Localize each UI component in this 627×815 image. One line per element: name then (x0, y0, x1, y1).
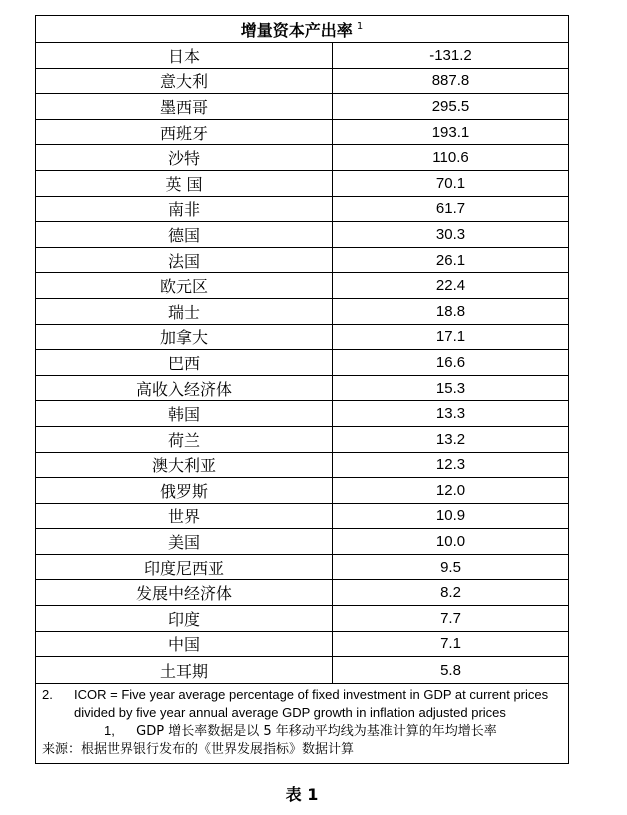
economy-name-cell: 印度尼西亚 (36, 555, 333, 580)
icor-value-cell: 193.1 (431, 123, 470, 141)
icor-value-cell: 22.4 (435, 277, 466, 295)
economy-name-cell: 荷兰 (36, 427, 333, 452)
icor-value-cell: 5.8 (440, 661, 461, 679)
icor-value-cell: 295.5 (431, 97, 470, 115)
table-row (36, 273, 568, 299)
table-row (36, 222, 568, 248)
economy-name-cell: 日本 (36, 43, 333, 68)
table-row (36, 69, 568, 95)
table-title: 增量资本产出率 (240, 20, 353, 40)
table-row (36, 94, 568, 120)
economy-name-cell: 中国 (36, 632, 333, 657)
table-row (36, 401, 568, 427)
icor-value-cell: 887.8 (431, 72, 470, 90)
economy-name-cell: 俄罗斯 (36, 478, 333, 503)
economy-name-cell: 德国 (36, 222, 333, 247)
footnote-1 (42, 722, 562, 741)
icor-value-cell: 110.6 (432, 149, 469, 167)
table-caption: 表 1 (285, 785, 319, 804)
icor-value-cell: 10.9 (435, 507, 466, 525)
economy-name-cell: 意大利 (36, 69, 333, 94)
icor-value-cell: -131.2 (429, 46, 472, 64)
economy-name-cell: 墨西哥 (36, 94, 333, 119)
economy-name-cell: 印度 (36, 606, 333, 631)
icor-value-cell: 26.1 (435, 251, 466, 269)
table-row (36, 325, 568, 351)
icor-value-cell: 16.6 (435, 353, 466, 371)
icor-value-cell: 9.5 (440, 558, 461, 576)
economy-name-cell: 加拿大 (36, 325, 333, 350)
economy-name-cell: 法国 (36, 248, 333, 273)
icor-value-cell: 30.3 (435, 225, 466, 243)
table-row (36, 657, 568, 683)
economy-name-cell: 巴西 (36, 350, 333, 375)
economy-name-cell: 土耳期 (36, 657, 333, 683)
economy-name-cell: 高收入经济体 (36, 376, 333, 401)
footnote-2-number: 2. (42, 686, 53, 702)
economy-name-cell: 世界 (36, 504, 333, 529)
economy-name-cell: 西班牙 (36, 120, 333, 145)
table-row (36, 504, 568, 530)
economy-name-cell: 瑞士 (36, 299, 333, 324)
icor-value-cell: 10.0 (435, 533, 466, 551)
source-note: 来源：根据世界银行发布的《世界发展指标》数据计算 (42, 741, 355, 757)
icor-value-cell: 13.3 (435, 405, 466, 423)
icor-value-cell: 8.2 (440, 584, 461, 602)
table-row (36, 453, 568, 479)
icor-value-cell: 7.1 (440, 635, 461, 653)
economy-name-cell: 南非 (36, 197, 333, 222)
economy-name-cell: 韩国 (36, 401, 333, 426)
footnote-1-number: 1, (104, 722, 115, 738)
table-title-row (36, 16, 568, 43)
footnote-2 (42, 686, 562, 722)
economy-name-cell: 英 国 (36, 171, 333, 196)
footnote-1-text: GDP 增长率数据是以 5 年移动平均线为基准计算的年均增长率 (136, 723, 497, 739)
table-row (36, 350, 568, 376)
table-row (36, 171, 568, 197)
table-row (36, 427, 568, 453)
table-row (36, 632, 568, 658)
table-row (36, 376, 568, 402)
icor-value-cell: 61.7 (435, 200, 466, 218)
icor-value-cell: 13.2 (435, 430, 466, 448)
economy-name-cell: 美国 (36, 529, 333, 554)
table-row (36, 529, 568, 555)
icor-value-cell: 18.8 (435, 302, 466, 320)
title-footnote-marker: 1 (356, 20, 364, 32)
economy-name-cell: 沙特 (36, 145, 333, 170)
table-row (36, 580, 568, 606)
icor-value-cell: 12.0 (435, 481, 466, 499)
economy-name-cell: 发展中经济体 (36, 580, 333, 605)
icor-value-cell: 17.1 (435, 328, 466, 346)
footnote-2-text: ICOR = Five year average percentage of fixed investment in GDP at current prices divided by five year annual average GDP growth in inflation adjusted prices (74, 686, 549, 720)
economy-name-cell: 澳大利亚 (36, 453, 333, 478)
table-body (36, 43, 568, 684)
table-row (36, 299, 568, 325)
table-footer (36, 684, 568, 763)
icor-value-cell: 15.3 (435, 379, 466, 397)
icor-value-cell: 70.1 (435, 174, 466, 192)
table-row (36, 606, 568, 632)
table-row (36, 145, 568, 171)
icor-table (35, 15, 569, 764)
economy-name-cell: 欧元区 (36, 273, 333, 298)
table-row (36, 555, 568, 581)
icor-value-cell: 7.7 (440, 609, 461, 627)
icor-value-cell: 12.3 (435, 456, 466, 474)
table-row (36, 197, 568, 223)
table-row (36, 120, 568, 146)
table-row (36, 43, 568, 69)
table-row (36, 478, 568, 504)
table-row (36, 248, 568, 274)
